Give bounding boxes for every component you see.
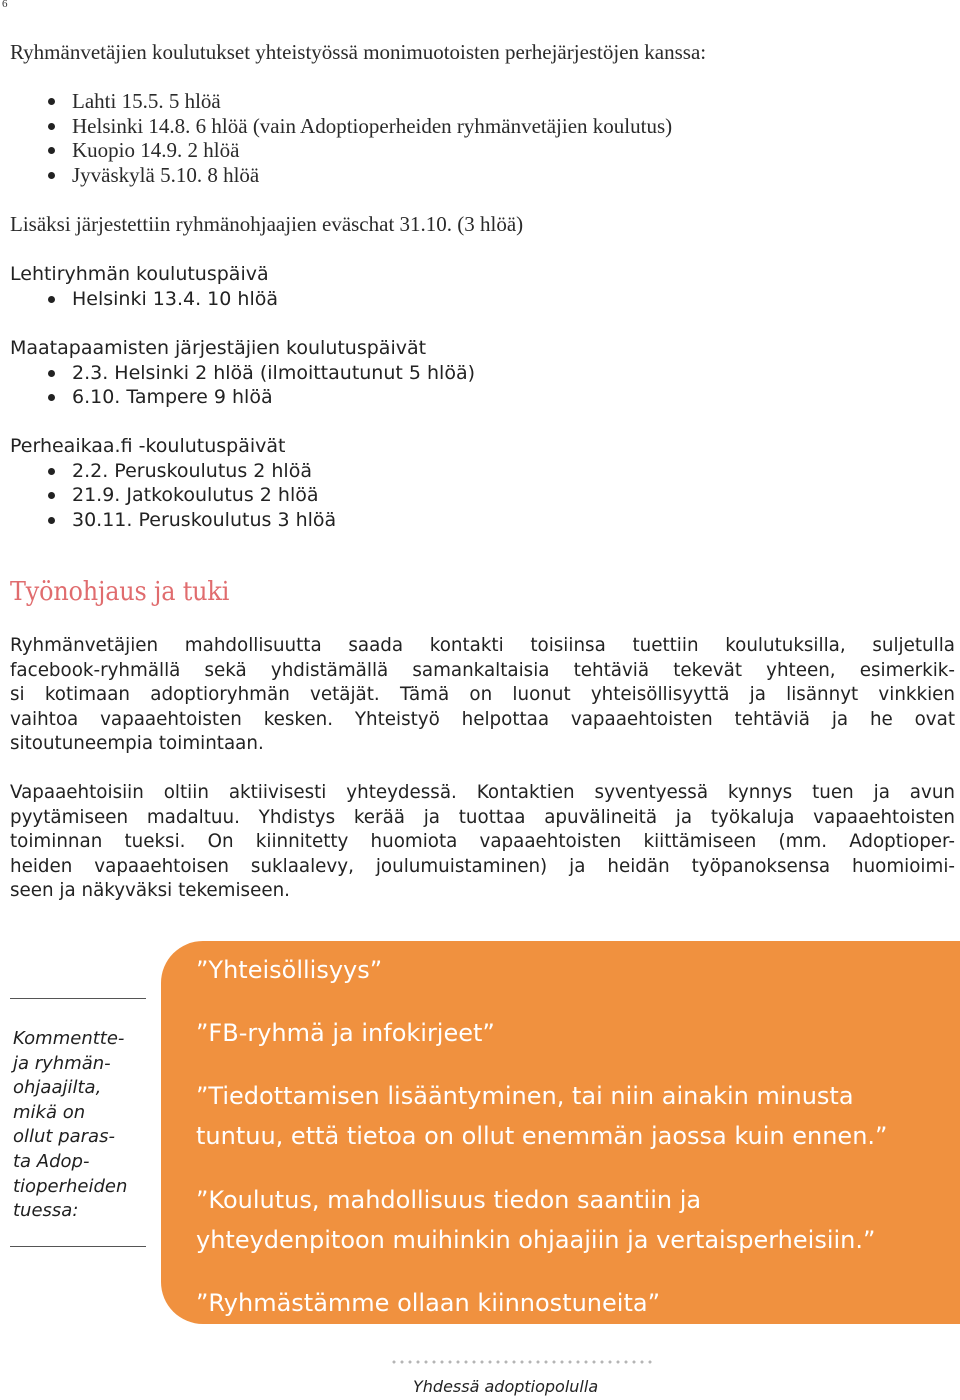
page-number: 6 (2, 0, 8, 10)
paragraph-support (10, 634, 955, 757)
paragraph-line: seen ja näkyväksi tekemiseen. (10, 880, 290, 901)
perheaikaa-heading: Perheaikaa.fi -koulutuspäivät (10, 435, 286, 457)
quote-text: ”Koulutus, mahdollisuus tiedon saantiin ja (196, 1186, 702, 1214)
paragraph-line: pyytämiseen madaltuu. Yhdistys kerää ja tuottaa apuvälineitä ja työkaluja vapaaehtoisten (10, 806, 955, 828)
quote-text: ”FB-ryhmä ja infokirjeet” (196, 1019, 495, 1047)
paragraph-line: sitoutuneempia toimintaan. (10, 733, 264, 754)
trainings-list (10, 89, 955, 187)
sidebar-top-rule (10, 998, 146, 999)
quote-text: ”Yhteisöllisyys” (196, 956, 383, 984)
section-title: Työnohjaus ja tuki (10, 577, 230, 607)
list-item: Lahti 15.5. 5 hlöä (10, 89, 955, 114)
bullet-icon (48, 147, 55, 154)
list-item: 2.3. Helsinki 2 hlöä (ilmoittautunut 5 hlöä) (10, 361, 955, 386)
quote-text: ”Tiedottamisen lisääntyminen, tai niin ainakin minusta (196, 1082, 854, 1110)
bullet-icon (48, 123, 55, 130)
paragraph-line: vaihtoa vapaaehtoisten kesken. Yhteistyö helpottaa vapaaehtoisten tehtäviä ja he ovat (10, 708, 955, 730)
maatapaamiset-heading: Maatapaamisten järjestäjien koulutuspäivät (10, 337, 427, 359)
paragraph-line: si kotimaan adoptioryhmän vetäjät. Tämä on luonut yhteisöllisyyttä ja lisännyt vinkkien (10, 684, 955, 705)
maatapaamiset-section (10, 336, 955, 410)
quote-text: tuntuu, että tietoa on ollut enemmän jaossa kuin ennen.” (196, 1122, 888, 1150)
bullet-icon (48, 172, 55, 179)
lehtiryhma-section (10, 262, 955, 311)
bullet-icon (48, 98, 55, 105)
paragraph-line: Vapaaehtoisiin oltiin aktiivisesti yhteydessä. Kontaktien syventyessä kynnys tuen ja avun (10, 782, 955, 803)
extra-chat-text: Lisäksi järjestettiin ryhmänohjaajien eväschat 31.10. (3 hlöä) (10, 212, 524, 236)
bullet-icon (48, 468, 55, 475)
paragraph-line: toiminnan tueksi. On kiinnitetty huomiota vapaaehtoisten kiittämiseen (mm. Adoptioper- (10, 831, 955, 852)
list-item: 6.10. Tampere 9 hlöä (10, 385, 955, 410)
quote-text: ”Ryhmästämme ollaan kiinnostuneita” (196, 1289, 661, 1317)
list-item: 21.9. Jatkokoulutus 2 hlöä (10, 483, 955, 508)
list-item: Helsinki 14.8. 6 hlöä (vain Adoptioperheiden ryhmänvetäjien koulutus) (10, 114, 955, 139)
paragraph-line: facebook-ryhmällä sekä yhdistämällä samankaltaisia tehtäviä tekevät yhteen, esimerkik- (10, 659, 955, 681)
list-item: Helsinki 13.4. 10 hlöä (10, 287, 955, 312)
sidebar-caption: Kommentte- ja ryhmän- ohjaajilta, mikä on ollut paras- ta Adop- tioperheiden tuessa: (13, 1028, 128, 1222)
bullet-icon (48, 296, 55, 303)
intro-heading: Ryhmänvetäjien koulutukset yhteistyössä monimuotoisten perhejärjestöjen kanssa: (10, 40, 707, 64)
bullet-icon (48, 517, 55, 524)
footer-title: Yhdessä adoptiopolulla (413, 1377, 599, 1396)
list-item: Kuopio 14.9. 2 hlöä (10, 138, 955, 163)
paragraph-line: Ryhmänvetäjien mahdollisuutta saada kontakti toisiinsa tuettiin koulutuksilla, suljetulla (10, 635, 955, 656)
paragraph-line: heiden vapaaehtoisen suklaalevy, joulumuistaminen) ja heidän työpanoksensa huomioimi- (10, 855, 955, 877)
bullet-icon (48, 394, 55, 401)
quote-text: yhteydenpitoon muihinkin ohjaajiin ja vertaisperheisiin.” (196, 1226, 876, 1254)
perheaikaa-section (10, 434, 955, 532)
list-item: 2.2. Peruskoulutus 2 hlöä (10, 459, 955, 484)
bullet-icon (48, 370, 55, 377)
paragraph-volunteers (10, 781, 955, 904)
list-item: 30.11. Peruskoulutus 3 hlöä (10, 508, 955, 533)
footer-dotted-rule (390, 1360, 652, 1364)
bullet-icon (48, 492, 55, 499)
lehtiryhma-heading: Lehtiryhmän koulutuspäivä (10, 263, 269, 285)
list-item: Jyväskylä 5.10. 8 hlöä (10, 163, 955, 188)
sidebar-bottom-rule (10, 1246, 146, 1247)
